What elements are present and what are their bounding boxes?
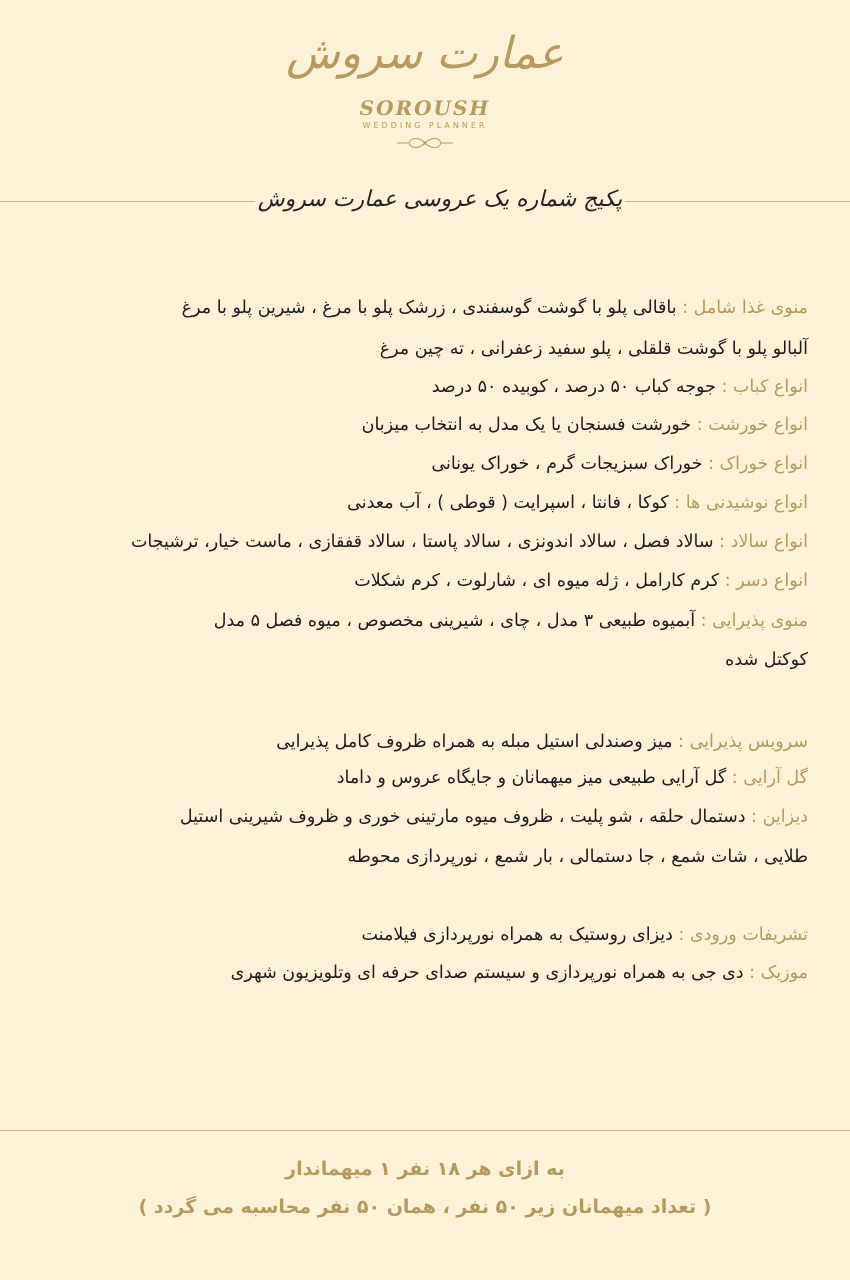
menu-line bbox=[432, 371, 808, 403]
line-text: خورشت فسنجان یا یک مدل به انتخاب میزبان bbox=[361, 415, 697, 435]
menu-line bbox=[431, 448, 808, 480]
line-text: آبمیوه طبیعی ۳ مدل ، چای ، شیرینی مخصوص ، میوه فصل ۵ مدل bbox=[213, 611, 701, 631]
line-text: خوراک سبزیجات گرم ، خوراک یونانی bbox=[431, 454, 709, 474]
line-label: تشریفات ورودی : bbox=[678, 925, 808, 945]
menu-line bbox=[354, 565, 808, 597]
line-label: منوی پذیرایی : bbox=[700, 611, 808, 631]
line-label: انواع سالاد : bbox=[719, 532, 808, 552]
line-text: سالاد فصل ، سالاد اندونزی ، سالاد پاستا ، سالاد قفقازی ، ماست خیار، ترشیجات bbox=[130, 532, 720, 552]
line-label: موزیک : bbox=[749, 963, 808, 983]
line-label: انواع خوراک : bbox=[708, 454, 808, 474]
service-line bbox=[276, 726, 808, 758]
menu-line bbox=[131, 526, 808, 558]
title-divider-left bbox=[0, 201, 255, 202]
extra-line bbox=[362, 919, 809, 951]
footer-divider bbox=[0, 1130, 850, 1131]
package-title-row bbox=[0, 176, 850, 226]
line-label: دیزاین : bbox=[751, 807, 808, 827]
extra-line bbox=[231, 957, 808, 989]
service-line bbox=[348, 841, 808, 873]
line-text: کوکتل شده bbox=[725, 650, 808, 670]
menu-line bbox=[362, 409, 808, 441]
line-text: جوجه کباب ۵۰ درصد ، کوبیده ۵۰ درصد bbox=[431, 377, 722, 397]
menu-line bbox=[182, 292, 808, 324]
line-text: کرم کارامل ، ژله میوه ای ، شارلوت ، کرم شکلات bbox=[354, 571, 725, 591]
line-text: آلبالو پلو با گوشت قلقلی ، پلو سفید زعفرانی ، ته چین مرغ bbox=[379, 339, 808, 359]
line-text: دی جی به همراه نورپردازی و سیستم صدای حرفه ای وتلویزیون شهری bbox=[230, 963, 750, 983]
line-label: انواع دسر : bbox=[724, 571, 808, 591]
line-text: گل آرایی طبیعی میز میهمانان و جایگاه عروس و داماد bbox=[336, 768, 732, 788]
line-label: گل آرایی : bbox=[731, 768, 808, 788]
menu-line bbox=[347, 487, 808, 519]
line-text: طلایی ، شات شمع ، جا دستمالی ، بار شمع ، نورپردازی محوطه bbox=[347, 847, 808, 867]
line-label: سرویس پذیرایی : bbox=[678, 732, 808, 752]
brand-name-en: SOROUSH bbox=[359, 96, 491, 120]
line-text: میز وصندلی استیل مبله به همراه ظروف کامل پذیرایی bbox=[276, 732, 679, 752]
line-text: دستمال حلقه ، شو پلیت ، ظروف میوه مارتینی خوری و ظروف شیرینی استیل bbox=[179, 807, 752, 827]
brand-logo bbox=[0, 12, 850, 150]
menu-line bbox=[725, 644, 808, 676]
title-divider-right bbox=[625, 201, 850, 202]
service-line bbox=[337, 762, 808, 794]
package-title: پکیج شماره یک عروسی عمارت سروش bbox=[257, 187, 623, 212]
brand-name-fa: عمارت سروش bbox=[286, 28, 564, 79]
ornament-icon bbox=[395, 136, 455, 150]
brand-tagline: WEDDING PLANNER bbox=[362, 121, 488, 130]
line-label: منوی غذا شامل : bbox=[682, 298, 808, 318]
menu-line bbox=[214, 605, 808, 637]
line-label: انواع نوشیدنی ها : bbox=[674, 493, 808, 513]
line-text: کوکا ، فانتا ، اسپرایت ( قوطی ) ، آب معدنی bbox=[347, 493, 675, 513]
service-line bbox=[180, 801, 808, 833]
line-text: باقالی پلو با گوشت گوسفندی ، زرشک پلو با مرغ ، شیرین پلو با مرغ bbox=[181, 298, 683, 318]
footer-line-1: به ازای هر ۱۸ نفر ۱ میهماندار bbox=[285, 1158, 565, 1180]
line-label: انواع خورشت : bbox=[696, 415, 808, 435]
footer-line-2: ( تعداد میهمانان زیر ۵۰ نفر ، همان ۵۰ نفر محاسبه می گردد ) bbox=[138, 1196, 712, 1218]
line-text: دیزای روستیک به همراه نورپردازی فیلامنت bbox=[361, 925, 679, 945]
line-label: انواع کباب : bbox=[721, 377, 808, 397]
footer-note bbox=[0, 1150, 850, 1226]
menu-line bbox=[380, 333, 808, 365]
